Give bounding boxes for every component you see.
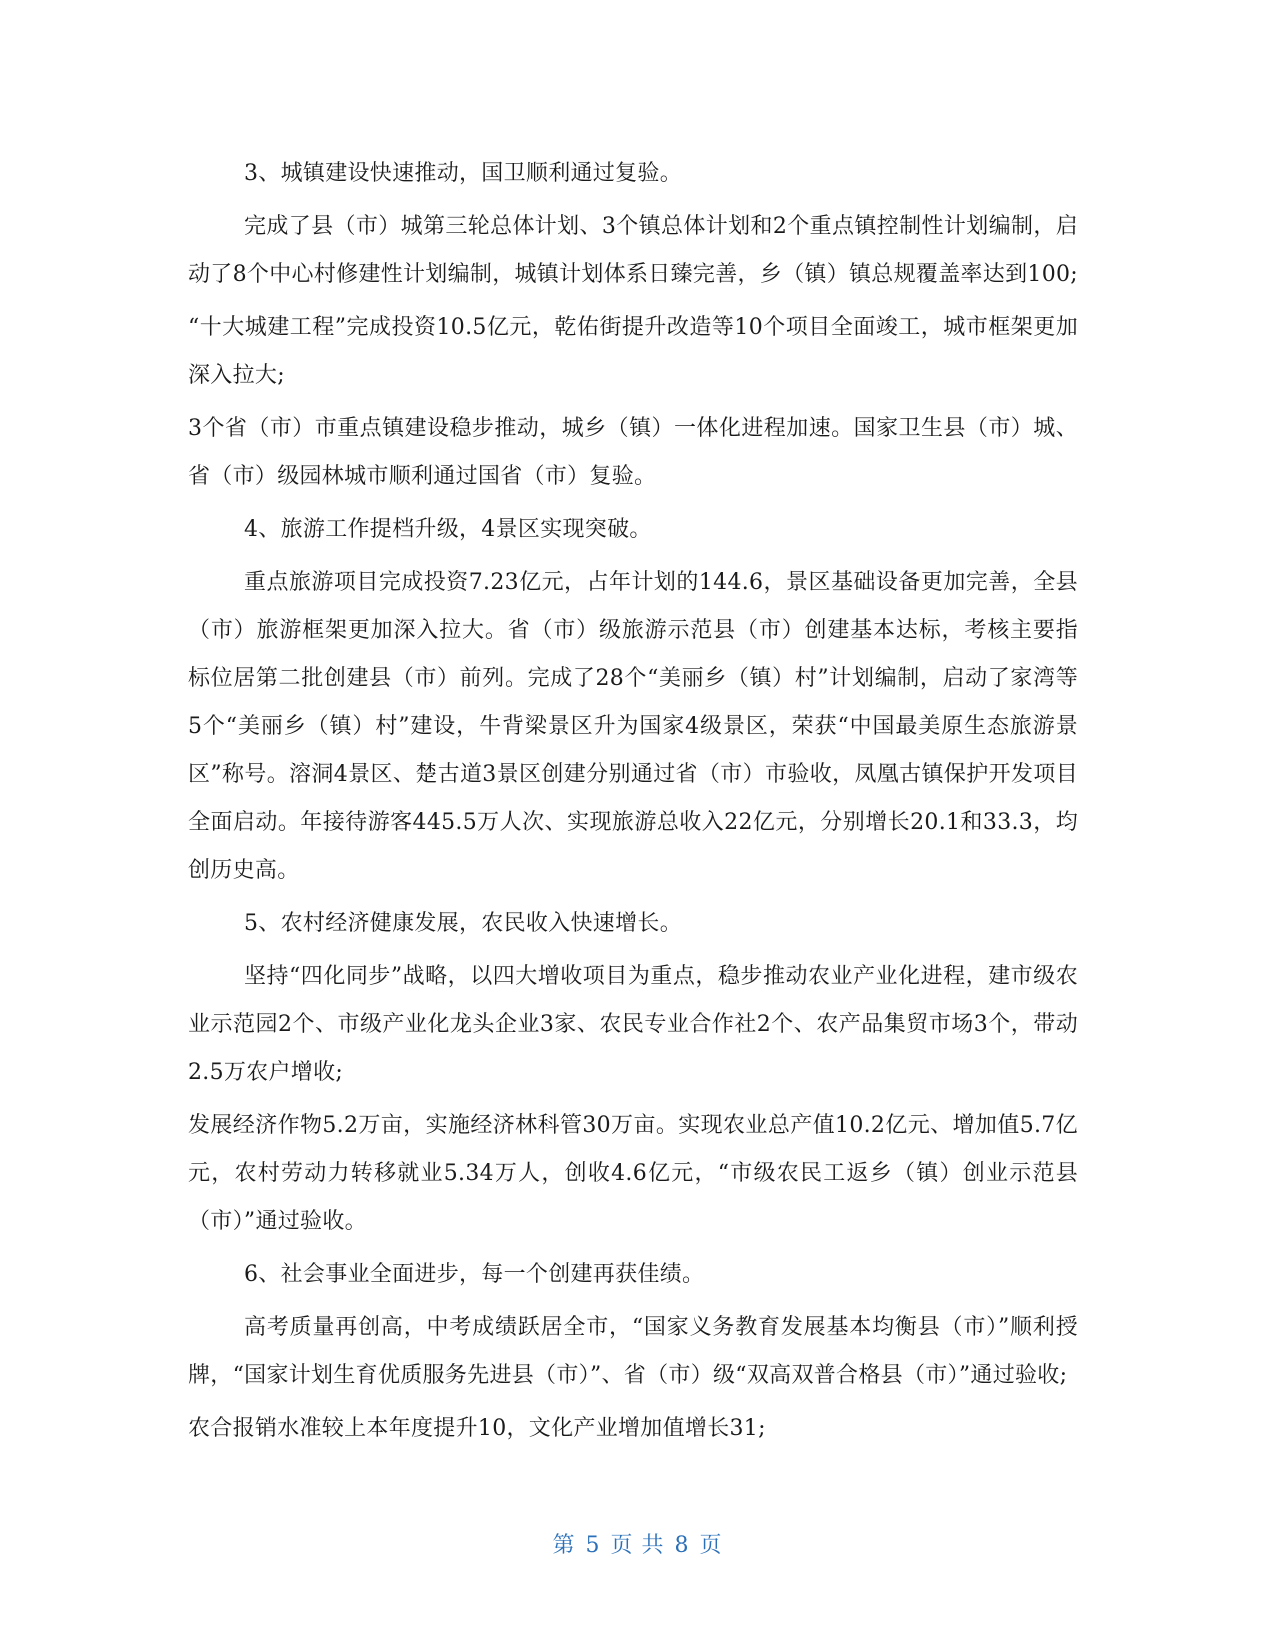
body-paragraph: 坚持“四化同步”战略，以四大增收项目为重点，稳步推动农业产业化进程，建市级农业示范园2个、市级产业化龙头企业3家、农民专业合作社2个、农产品集贸市场3个，带动2.5万农户增收;	[188, 964, 1078, 1085]
footer-prefix: 第	[552, 1533, 576, 1558]
body-paragraph: 3个省（市）市重点镇建设稳步推动，城乡（镇）一体化进程加速。国家卫生县（市）城、省（市）级园林城市顺利通过国省（市）复验。	[188, 416, 1078, 489]
total-pages: 8	[674, 1533, 690, 1558]
section-heading-rural: 5、农村经济健康发展，农民收入快速增长。	[244, 911, 682, 936]
footer-middle: 页 共	[610, 1533, 665, 1558]
section-heading-social: 6、社会事业全面进步，每一个创建再获佳绩。	[244, 1262, 705, 1287]
body-paragraph: 高考质量再创高，中考成绩跃居全市，“国家义务教育发展基本均衡县（市）”顺利授牌，“国家计划生育优质服务先进县（市）”、省（市）级“双高双普合格县（市）”通过验收;	[188, 1315, 1078, 1388]
page-footer	[0, 1528, 1275, 1559]
body-paragraph: 重点旅游项目完成投资7.23亿元，占年计划的144.6，景区基础设备更加完善，全县（市）旅游框架更加深入拉大。省（市）级旅游示范县（市）创建基本达标，考核主要指标位居第二批创建县（市）前列。完成了28个“美丽乡（镇）村”计划编制，启动了家湾等5个“美丽乡（镇）村”建设，牛背梁景区升为国家4级景区，荣获“中国最美原生态旅游景区”称号。溶洞4景区、楚古道3景区创建分别通过省（市）市验收，凤凰古镇保护开发项目全面启动。年接待游客445.5万人次、实现旅游总收入22亿元，分别增长20.1和33.3，均创历史高。	[188, 570, 1078, 883]
footer-suffix: 页	[699, 1533, 723, 1558]
body-paragraph: 完成了县（市）城第三轮总体计划、3个镇总体计划和2个重点镇控制性计划编制，启动了8个中心村修建性计划编制，城镇计划体系日臻完善，乡（镇）镇总规覆盖率达到100;	[188, 214, 1079, 287]
section-heading-tourism: 4、旅游工作提档升级，4景区实现突破。	[244, 517, 652, 542]
section-heading-urban: 3、城镇建设快速推动，国卫顺利通过复验。	[244, 161, 682, 186]
document-body	[188, 150, 1078, 1458]
body-paragraph: “十大城建工程”完成投资10.5亿元，乾佑街提升改造等10个项目全面竣工，城市框架更加深入拉大;	[188, 315, 1078, 388]
body-paragraph: 发展经济作物5.2万亩，实施经济林科管30万亩。实现农业总产值10.2亿元、增加值5.7亿元，农村劳动力转移就业5.34万人，创收4.6亿元，“市级农民工返乡（镇）创业示范县（市）”通过验收。	[188, 1113, 1078, 1234]
page-number: 5	[585, 1533, 601, 1558]
body-paragraph: 农合报销水准较上本年度提升10，文化产业增加值增长31;	[188, 1416, 766, 1441]
